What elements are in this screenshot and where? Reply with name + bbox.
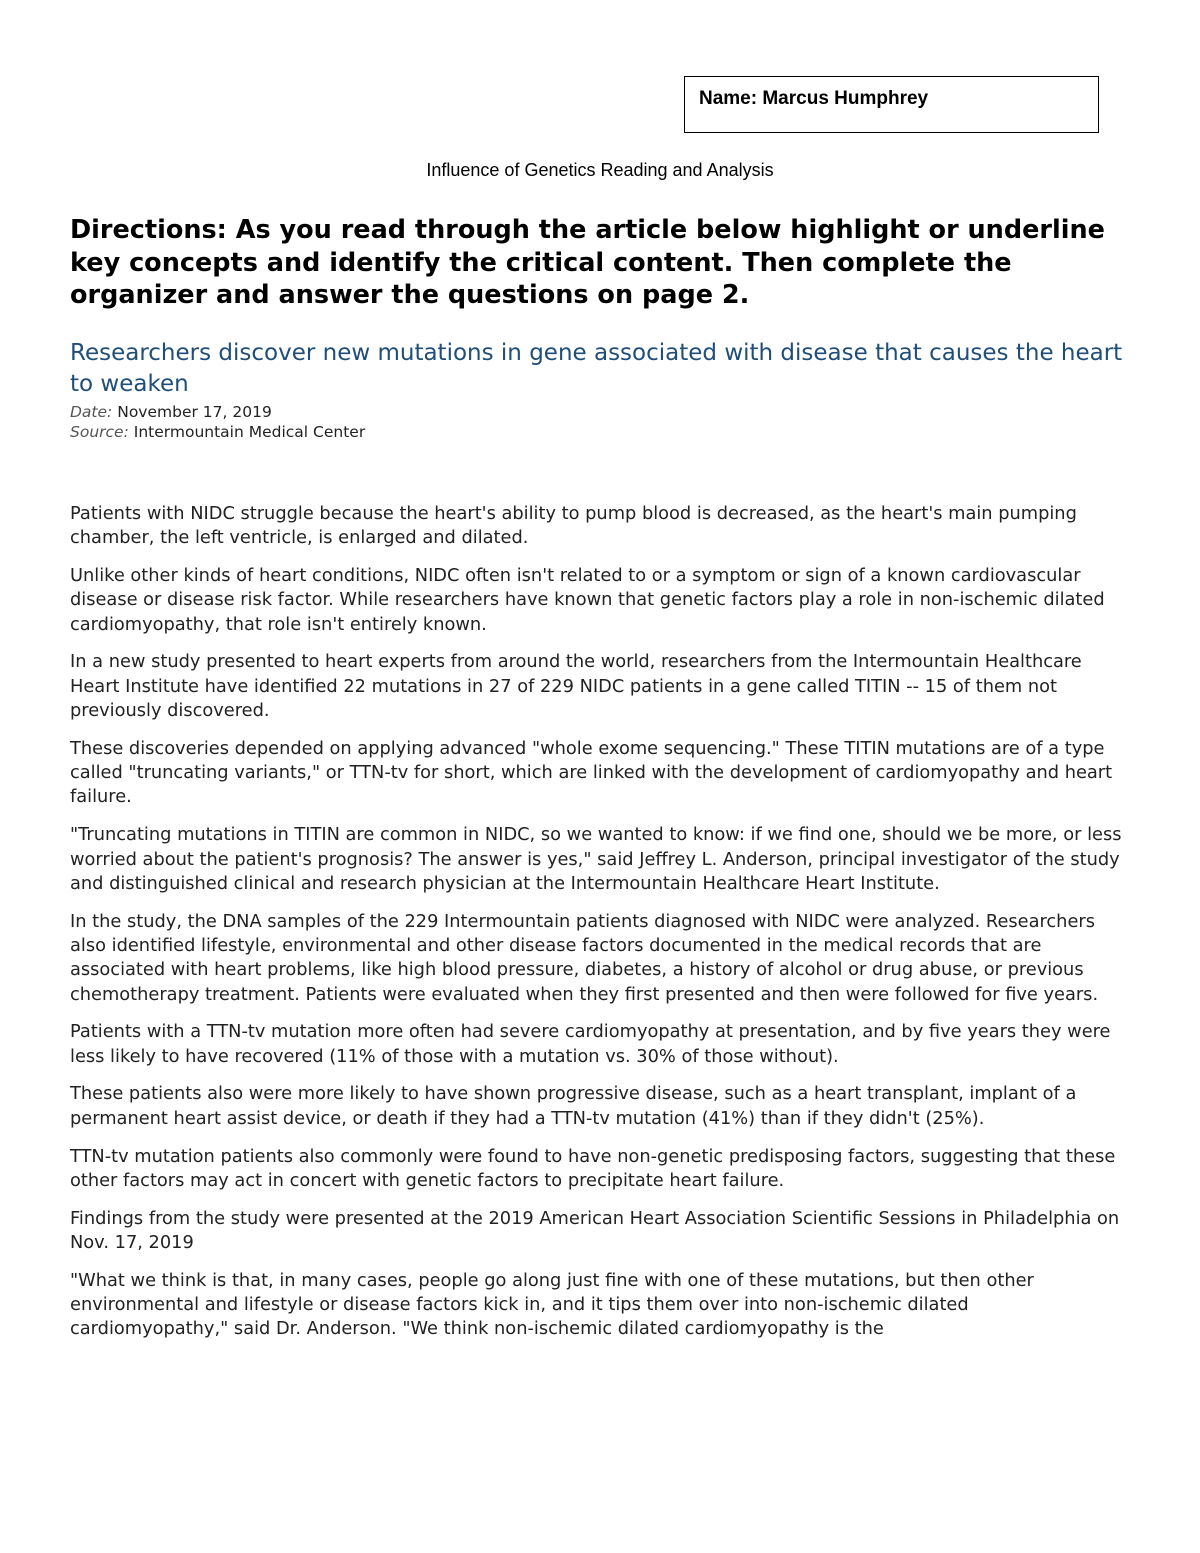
article-paragraph: "What we think is that, in many cases, people go along just fine with one of these mutations, but then other environmental and lifestyle or disease factors kick in, and it tips them over into non-ischemic dilated cardiomyopathy," said Dr. Anderson. "We think non-ischemic dilated cardiomyopathy is the bbox=[70, 1269, 1034, 1340]
date-value: November 17, 2019 bbox=[117, 403, 272, 421]
date-label: Date: bbox=[70, 403, 113, 421]
document-title: Influence of Genetics Reading and Analysis bbox=[426, 160, 774, 180]
article-date bbox=[70, 402, 670, 422]
student-name: Name: Marcus Humphrey bbox=[699, 88, 929, 109]
article-paragraph: These patients also were more likely to have shown progressive disease, such as a heart transplant, implant of a permanent heart assist device, or death if they had a TTN-tv mutation (41%) than if they didn't (25%). bbox=[70, 1083, 1077, 1129]
article-headline: Researchers discover new mutations in gene associated with disease that causes the heart to weaken bbox=[70, 340, 1123, 397]
article-paragraph: Findings from the study were presented at the 2019 American Heart Association Scientific Sessions in Philadelphia on Nov. 17, 2019 bbox=[70, 1207, 1120, 1253]
article-paragraph: TTN-tv mutation patients also commonly were found to have non-genetic predisposing factors, suggesting that these other factors may act in concert with genetic factors to precipitate heart failure. bbox=[70, 1145, 1116, 1191]
article-body bbox=[70, 502, 1132, 1355]
student-name-box bbox=[684, 76, 1099, 133]
article-paragraph: These discoveries depended on applying advanced "whole exome sequencing." These TITIN mutations are of a type called "truncating variants," or TTN-tv for short, which are linked with the development of cardiomyopathy and heart failure. bbox=[70, 737, 1113, 808]
directions-text: Directions: As you read through the article below highlight or underline key concepts and identify the critical content. Then complete the organizer and answer the questions on page 2. bbox=[70, 215, 1105, 310]
article-paragraph: Unlike other kinds of heart conditions, NIDC often isn't related to or a symptom or sign of a known cardiovascular disease or disease risk factor. While researchers have known that genetic factors play a role in non-ischemic dilated cardiomyopathy, that role isn't entirely known. bbox=[70, 565, 1105, 635]
article-paragraph: In the study, the DNA samples of the 229 Intermountain patients diagnosed with NIDC were analyzed. Researchers also identified lifestyle, environmental and other disease factors documented in the medical records that are associated with heart problems, like high blood pressure, diabetes, a history of alcohol or drug abuse, or previous chemotherapy treatment. Patients were evaluated when they first presented and then were followed for five years. bbox=[70, 910, 1099, 1005]
article-source bbox=[70, 422, 670, 442]
source-value: Intermountain Medical Center bbox=[133, 423, 366, 441]
article-paragraph: Patients with a TTN-tv mutation more often had severe cardiomyopathy at presentation, and by five years they were less likely to have recovered (11% of those with a mutation vs. 30% of those without). bbox=[70, 1021, 1111, 1067]
source-label: Source: bbox=[70, 423, 129, 441]
article-paragraph: "Truncating mutations in TITIN are common in NIDC, so we wanted to know: if we find one, should we be more, or less worried about the patient's prognosis? The answer is yes," said Jeffrey L. Anderson, principal investigator of the study and distinguished clinical and research physician at the Intermountain Healthcare Heart Institute. bbox=[70, 824, 1122, 894]
article-paragraph: In a new study presented to heart experts from around the world, researchers from the Intermountain Healthcare Heart Institute have identified 22 mutations in 27 of 229 NIDC patients in a gene called TITIN -- 15 of them not previously discovered. bbox=[70, 651, 1082, 722]
article-paragraph: Patients with NIDC struggle because the heart's ability to pump blood is decreased, as the heart's main pumping chamber, the left ventricle, is enlarged and dilated. bbox=[70, 503, 1077, 549]
